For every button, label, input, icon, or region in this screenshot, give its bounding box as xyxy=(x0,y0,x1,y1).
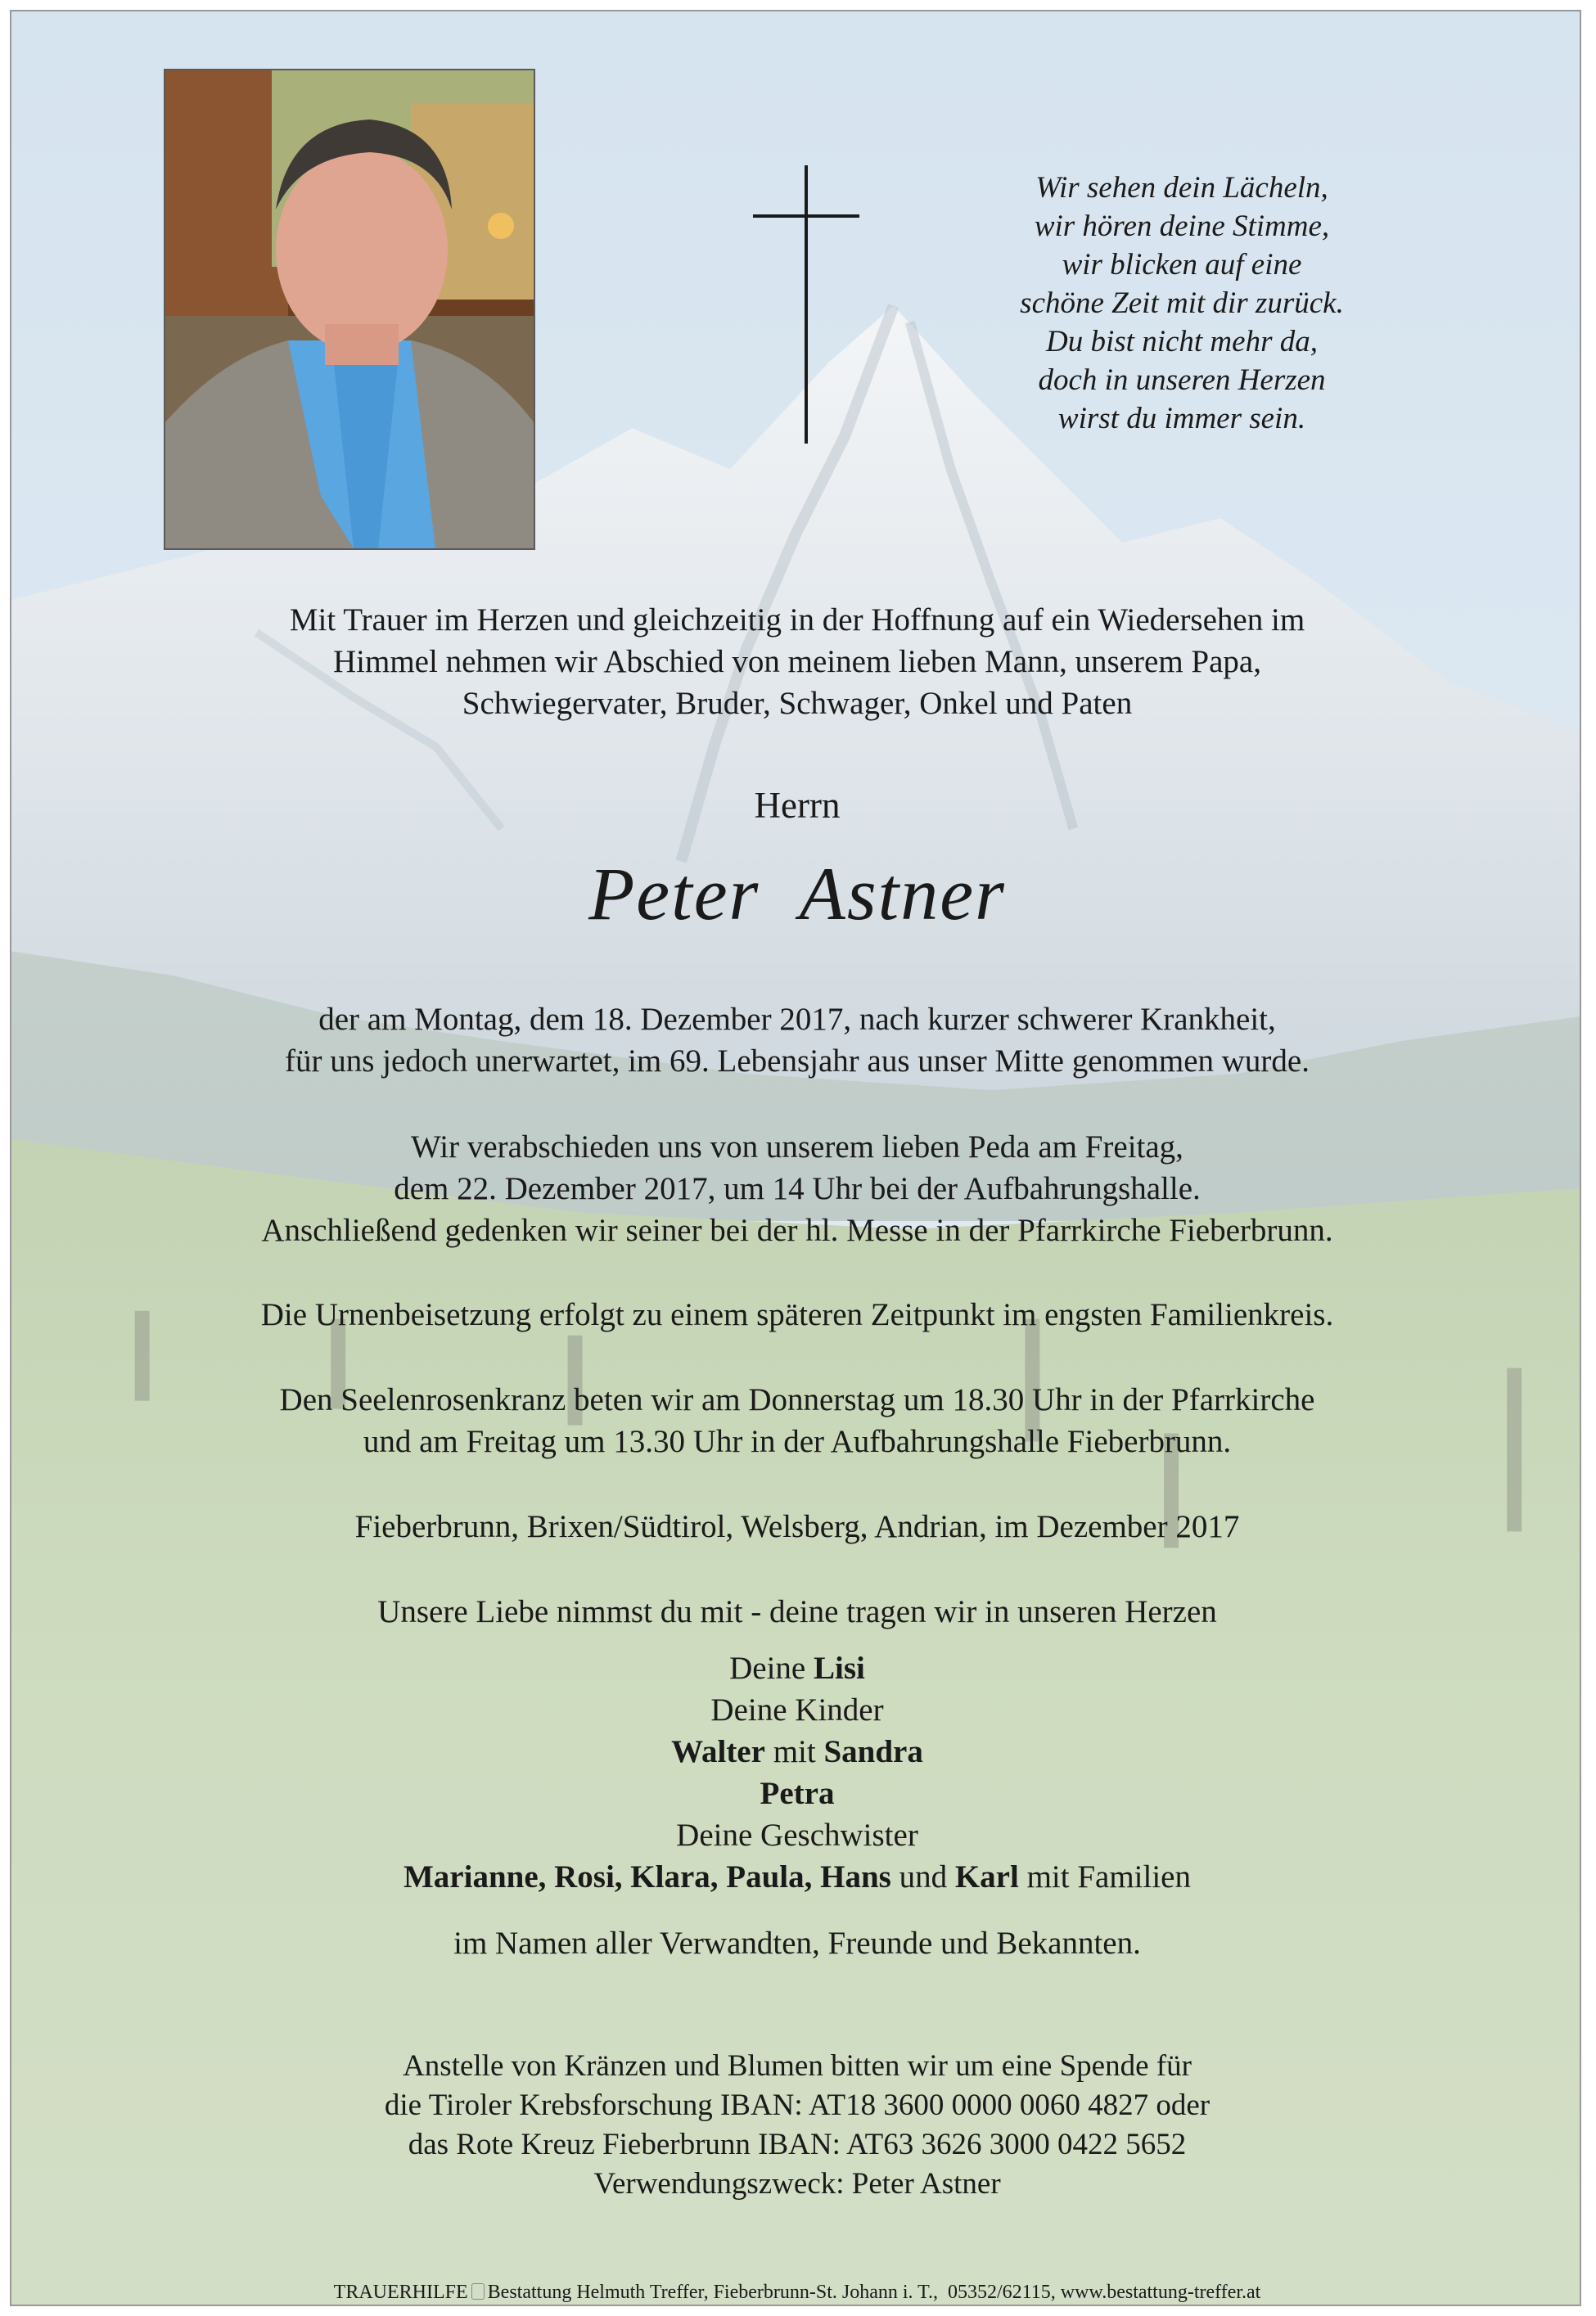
memorial-verse xyxy=(977,169,1386,438)
footer-text: Bestattung Helmuth Treffer, Fieberbrunn-St. Johann i. T., 05352/62115, www.bestattung-treffer.at xyxy=(487,2282,1261,2303)
funeral-home-footer xyxy=(11,2280,1581,2305)
family-children-heading: Deine Kinder xyxy=(710,1692,884,1728)
text-line: Verwendungszweck: Peter Astner xyxy=(593,2167,1001,2201)
text-line: dem 22. Dezember 2017, um 14 Uhr bei der Aufbahrungshalle. xyxy=(394,1171,1201,1206)
text-line: Himmel nehmen wir Abschied von meinem lieben Mann, unserem Papa, xyxy=(333,644,1261,679)
family-child1-name: Walter xyxy=(671,1734,765,1769)
family-wife-line xyxy=(11,1647,1581,1689)
verse-line: wirst du immer sein. xyxy=(1057,402,1306,435)
text-line: für uns jedoch unerwartet, im 69. Lebensjahr aus unser Mitte genommen wurde. xyxy=(285,1043,1310,1079)
text-line: Fieberbrunn, Brixen/Südtirol, Welsberg, Andrian, im Dezember 2017 xyxy=(354,1509,1240,1544)
verse-line: wir blicken auf eine xyxy=(1062,248,1302,282)
text-line: der am Montag, dem 18. Dezember 2017, nach kurzer schwerer Krankheit, xyxy=(318,1002,1276,1037)
family-prefix: Deine xyxy=(729,1651,814,1686)
family-with-families: mit Familien xyxy=(1018,1859,1191,1895)
footer-brand: TRAUERHILFE xyxy=(333,2282,468,2303)
text-line: Unsere Liebe nimmst du mit - deine tragen wir in unseren Herzen xyxy=(377,1594,1217,1629)
text-line: Anstelle von Kränzen und Blumen bitten wir um eine Spende für xyxy=(403,2049,1192,2083)
family-list xyxy=(11,1647,1581,1898)
intro-paragraph xyxy=(11,599,1581,724)
text-line: das Rote Kreuz Fieberbrunn IBAN: AT63 3626 3000 0422 5652 xyxy=(408,2128,1187,2161)
family-child1-line xyxy=(11,1731,1581,1773)
obituary-card xyxy=(10,10,1581,2306)
text-line: und am Freitag um 13.30 Uhr in der Aufbahrungshalle Fieberbrunn. xyxy=(363,1424,1232,1459)
places-and-date xyxy=(11,1506,1581,1548)
salutation: Herrn xyxy=(754,785,841,826)
verse-line: doch in unseren Herzen xyxy=(1038,363,1326,397)
text-line: Die Urnenbeisetzung erfolgt zu einem späteren Zeitpunkt im engsten Familienkreis. xyxy=(260,1297,1334,1332)
farewell-paragraph xyxy=(11,1126,1581,1251)
text-line: die Tiroler Krebsforschung IBAN: AT18 3600 0000 0060 4827 oder xyxy=(384,2088,1211,2122)
family-siblings-heading: Deine Geschwister xyxy=(676,1818,918,1853)
deceased-name-text: Peter Astner xyxy=(588,852,1006,935)
cross-icon xyxy=(753,165,859,444)
urn-burial-note xyxy=(11,1294,1581,1336)
death-notice xyxy=(11,998,1581,1082)
deceased-name xyxy=(11,848,1581,939)
text-line: Den Seelenrosenkranz beten wir am Donnerstag um 18.30 Uhr in der Pfarrkirche xyxy=(279,1382,1315,1417)
verse-line: Wir sehen dein Lächeln, xyxy=(1035,171,1328,205)
family-siblings-line xyxy=(11,1856,1581,1898)
family-child1-partner: Sandra xyxy=(823,1734,923,1769)
text-line: Schwiegervater, Bruder, Schwager, Onkel und Paten xyxy=(462,686,1133,721)
funeral-home-logo-icon xyxy=(471,2283,485,2300)
family-with: mit xyxy=(764,1734,824,1769)
family-and: und xyxy=(890,1859,955,1895)
donation-paragraph xyxy=(11,2047,1581,2204)
verse-line: wir hören deine Stimme, xyxy=(1034,210,1330,243)
rosary-paragraph xyxy=(11,1379,1581,1462)
verse-line: schöne Zeit mit dir zurück. xyxy=(1020,286,1344,320)
family-sibling-last: Karl xyxy=(954,1859,1019,1895)
verse-line: Du bist nicht mehr da, xyxy=(1046,325,1318,358)
family-siblings-names: Marianne, Rosi, Klara, Paula, Hans xyxy=(403,1859,891,1895)
text-line: Anschließend gedenken wir seiner bei der hl. Messe in der Pfarrkirche Fieberbrunn. xyxy=(261,1213,1333,1248)
love-line xyxy=(11,1591,1581,1633)
text-line: im Namen aller Verwandten, Freunde und Bekannten. xyxy=(453,1926,1141,1961)
text-line: Mit Trauer im Herzen und gleichzeitig in der Hoffnung auf ein Wiedersehen im xyxy=(289,602,1305,638)
family-wife-name: Lisi xyxy=(814,1651,865,1686)
text-line: Wir verabschieden uns von unserem lieben Peda am Freitag, xyxy=(411,1129,1183,1165)
family-child2-name: Petra xyxy=(760,1776,835,1811)
relatives-line xyxy=(11,1922,1581,1964)
family-child2-line xyxy=(11,1773,1581,1814)
portrait-photo xyxy=(164,69,535,550)
